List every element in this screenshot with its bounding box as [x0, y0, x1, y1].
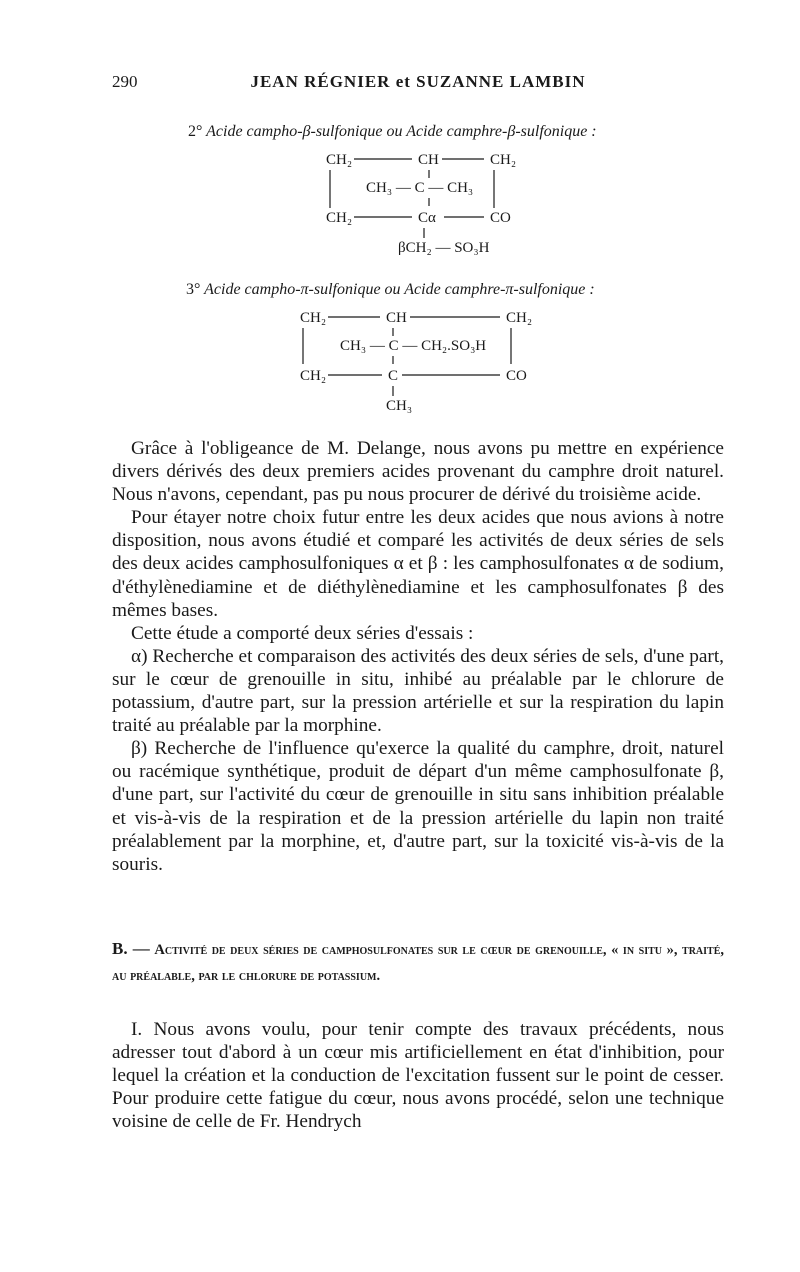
section-title: Activité de deux séries de camphosulfonates sur le cœur de grenouille, « in situ », traité, au préalable, par le chlorure de potassium.: [112, 942, 725, 984]
paragraph-5: β) Recherche de l'influence qu'exerce la qualité du camphre, droit, naturel ou racémique synthétique, produit de départ d'un même camphosulfonate β, d'une part, sur l'activité du cœur de grenouille in situ sans inhibition préalable et vis-à-vis de la respiration et de la pression artérielle du lapin non traité préalablement par la morphine, et, d'autre part, sur la toxicité vis-à-vis de la souris.: [112, 738, 724, 875]
section-heading: [112, 936, 724, 989]
formula-1-caption: [0, 123, 800, 141]
page-header: [112, 72, 724, 94]
paragraph-4: α) Recherche et comparaison des activités des deux séries de sels, d'une part, sur le cœur de grenouille in situ, inhibé au préalable par le chlorure de potassium, d'autre part, sur la pression artérielle et sur la respiration du lapin traité au préalable par la morphine.: [112, 645, 724, 737]
formula-2-substituent: CH₃: [386, 398, 413, 414]
formula-2-ch2-bottom-left: CH₂: [300, 368, 327, 384]
paragraph-1: Grâce à l'obligeance de M. Delange, nous avons pu mettre en expérience divers dérivés des deux premiers acides provenant du camphre droit naturel. Nous n'avons, cependant, pas pu nous procurer de dérivé du troisième acide.: [112, 438, 724, 506]
formula-1-co: CO: [490, 210, 511, 226]
formula-1-middle: CH₃ — C — CH₃: [366, 180, 474, 196]
formula-2-co: CO: [506, 368, 527, 384]
formula-2-ch2-top-left: CH₂: [300, 310, 327, 326]
body-text: [112, 437, 724, 876]
running-title: JEAN RÉGNIER et SUZANNE LAMBIN: [250, 72, 586, 91]
section-label: B. —: [112, 939, 150, 958]
formula-2-ch-top: CH: [386, 310, 407, 326]
paragraph-2: Pour étayer notre choix futur entre les deux acides que nous avions à notre disposition, nous avons étudié et comparé les activités de deux séries de sels des deux acides camphosulfoniques α et β : les camphosulfonates α de sodium, d'éthylènediamine et de diéthylènediamine et les camphosulfonates β des mêmes bases.: [112, 507, 724, 621]
formula-2-caption: [0, 281, 800, 299]
formula-2-middle: CH₃ — C — CH₂.SO₃H: [340, 338, 487, 354]
formula-2-ch2-top-right: CH₂: [506, 310, 533, 326]
formula-1-ch-top: CH: [418, 152, 439, 168]
paragraph-final: I. Nous avons voulu, pour tenir compte des travaux précédents, nous adresser tout d'abord à un cœur mis artificiellement en état d'inhibition, pour lequel la création et la conduction de l'excitation fussent sur le point de cesser. Pour produire cette fatigue du cœur, nous avons procédé, selon une technique voisine de celle de Fr. Hendrych: [112, 1019, 724, 1133]
paragraph-3: Cette étude a comporté deux séries d'essais :: [131, 622, 474, 644]
page-number: 290: [112, 72, 138, 91]
formula-2-c-center: C: [388, 368, 399, 384]
formula-1-ch2-bottom-left: CH₂: [326, 210, 353, 226]
formula-2-number: 3°: [186, 281, 201, 298]
final-body-text: [112, 1018, 724, 1133]
formula-1-title: Acide campho-β-sulfonique ou Acide camphre-β-sulfonique :: [206, 123, 597, 140]
formula-1-number: 2°: [188, 123, 203, 140]
formula-2-structure: [0, 306, 800, 436]
formula-1-structure: [0, 148, 800, 278]
formula-2-title: Acide campho-π-sulfonique ou Acide camphre-π-sulfonique :: [204, 281, 595, 298]
formula-1-c-alpha: Cα: [418, 210, 436, 226]
formula-1-ch2-top-right: CH₂: [490, 152, 517, 168]
formula-1-ch2-top-left: CH₂: [326, 152, 353, 168]
formula-1-substituent: βCH₂ — SO₃H: [398, 240, 490, 256]
